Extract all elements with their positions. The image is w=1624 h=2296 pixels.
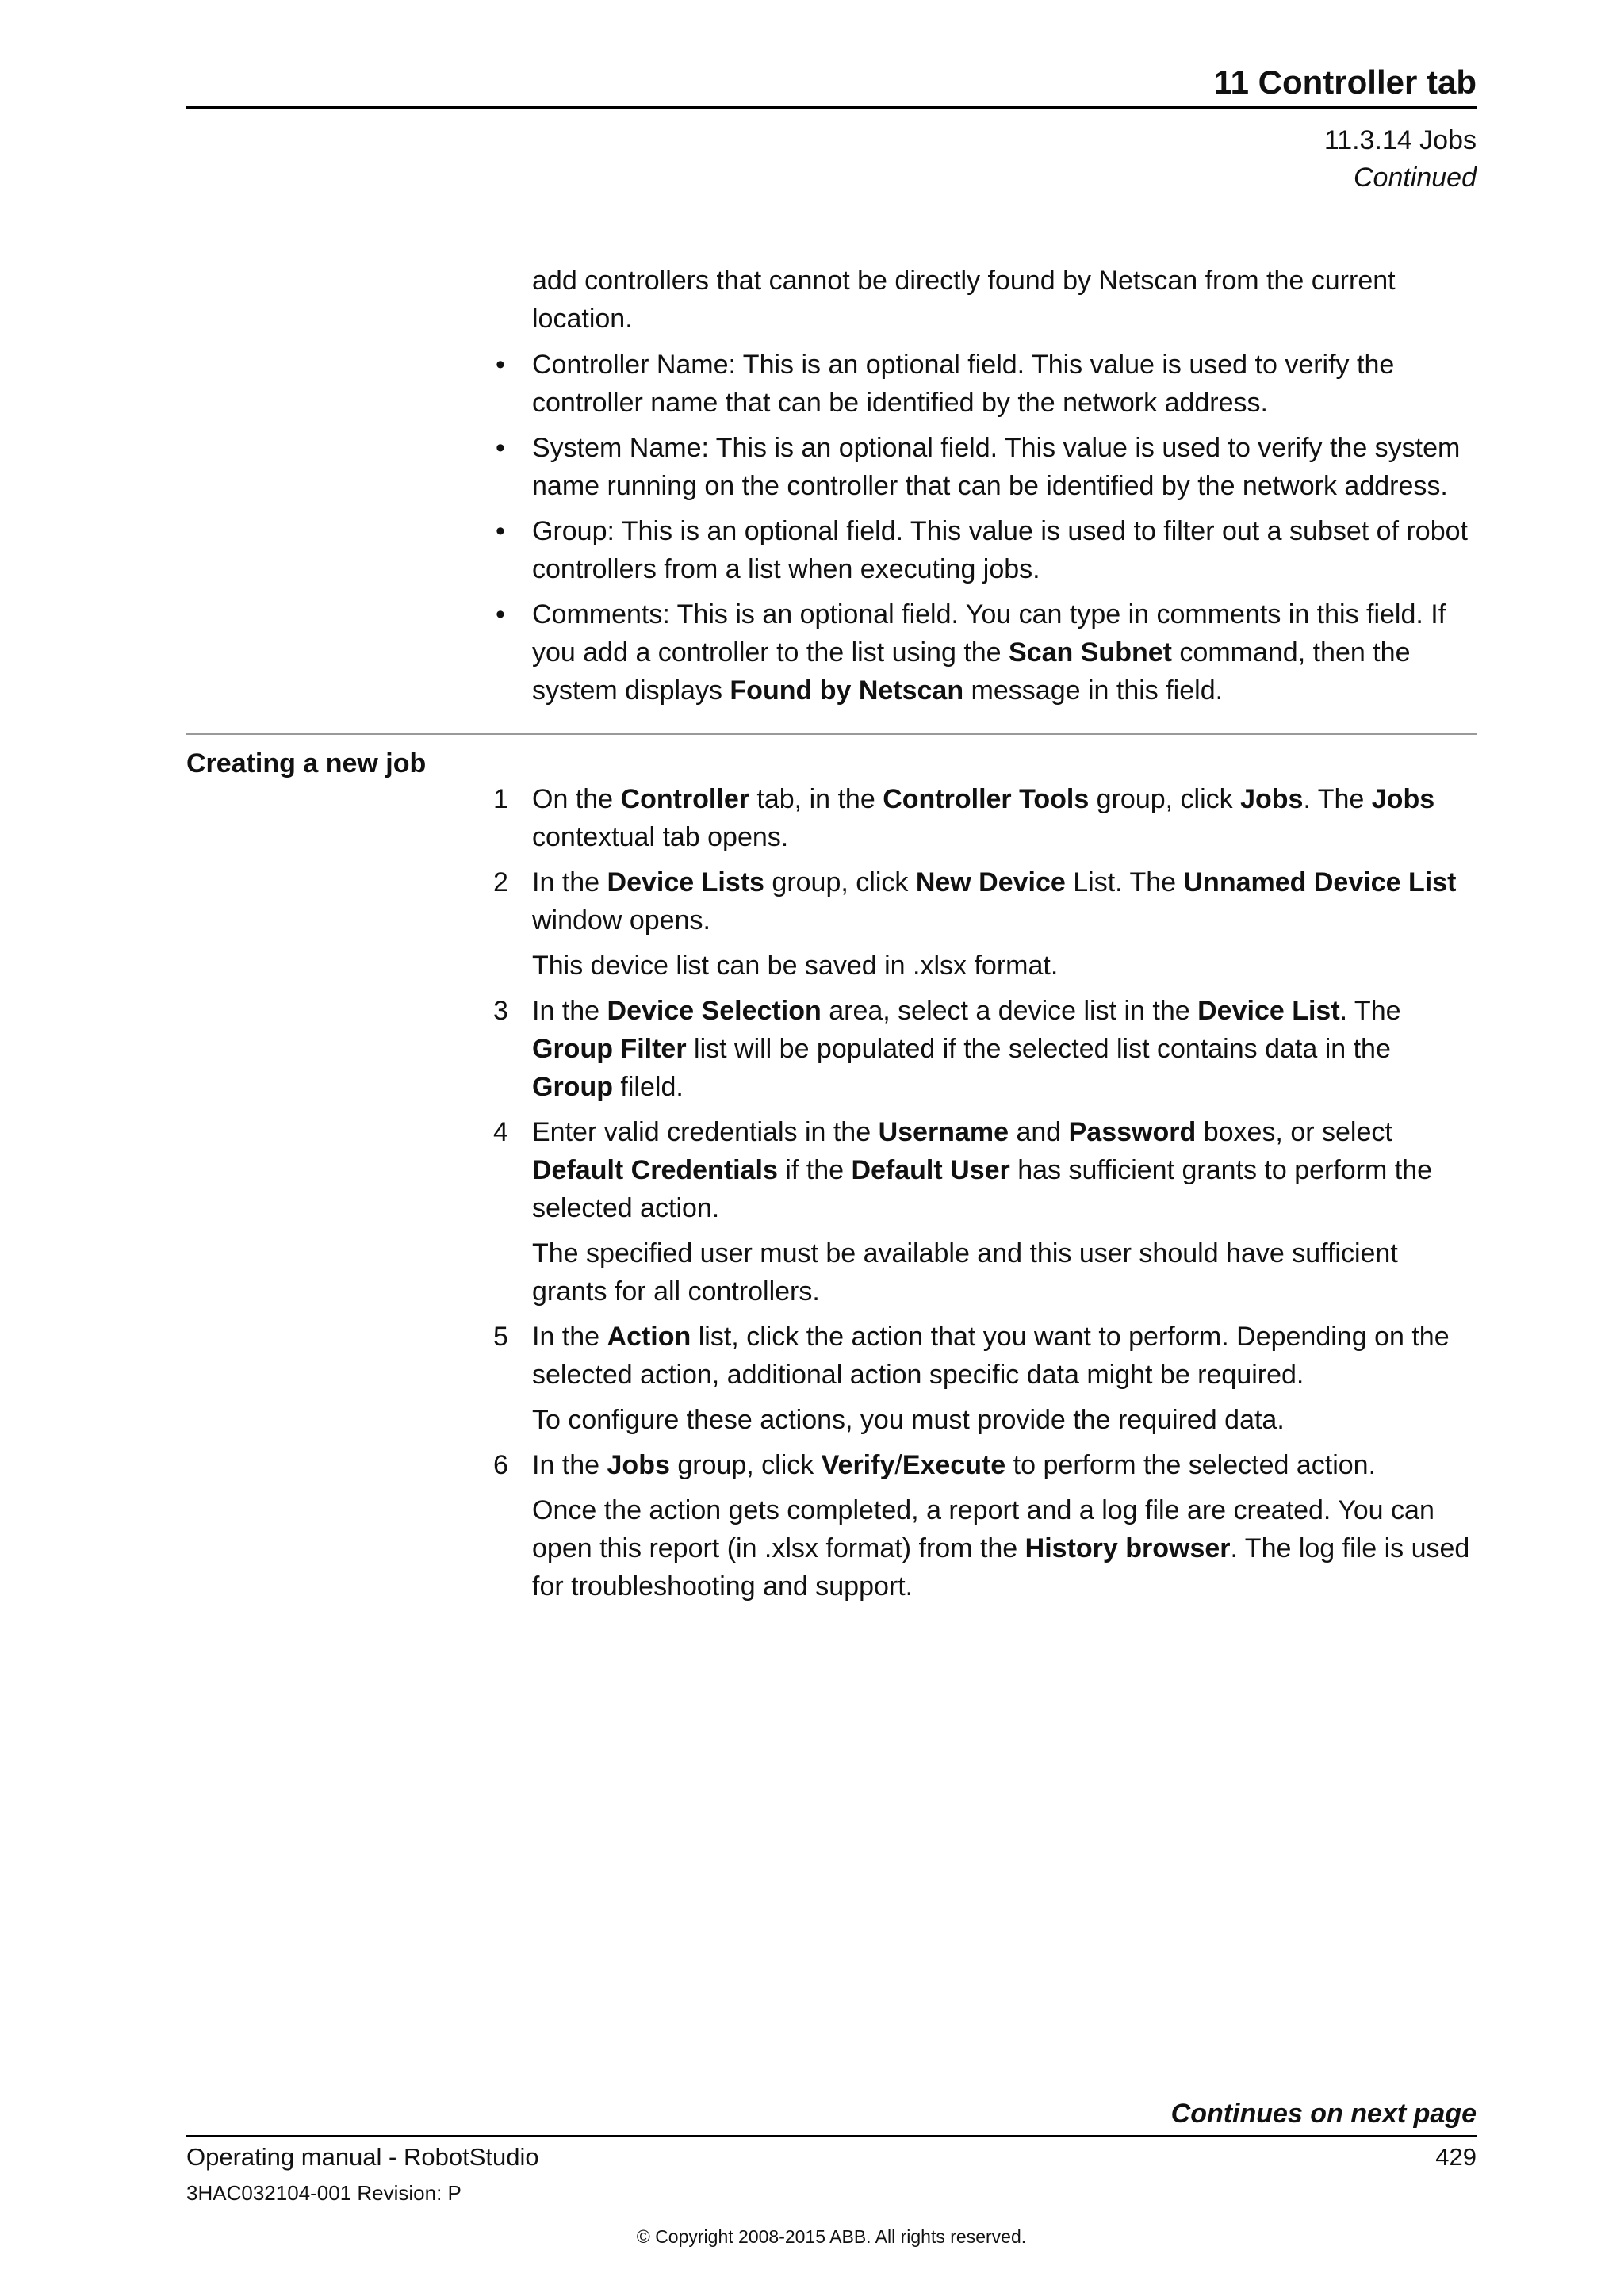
- step-instruction: [532, 992, 1477, 1106]
- step-instruction: [532, 1113, 1477, 1227]
- text-run: area, select a device list in the: [821, 996, 1198, 1026]
- procedure-step: [493, 992, 1477, 1106]
- text-run: window opens.: [532, 905, 710, 936]
- ui-term: Group Filter: [532, 1034, 687, 1064]
- text-run: Enter valid credentials in the: [532, 1117, 879, 1147]
- text-run: System Name: This is an optional field. This value is used to verify the system name running on the controller that can be identified by the network address.: [532, 433, 1461, 501]
- step-number: 2: [493, 867, 508, 897]
- text-run: group, click: [669, 1450, 822, 1480]
- ui-term: Controller Tools: [883, 784, 1090, 814]
- step-number: 6: [493, 1450, 508, 1480]
- ui-term: Verify: [821, 1450, 895, 1480]
- text-run: In the: [532, 996, 607, 1026]
- text-run: group, click: [1089, 784, 1241, 814]
- field-bullet-list: [496, 346, 1477, 710]
- procedure-step: [493, 1113, 1477, 1311]
- text-run: tab, in the: [749, 784, 883, 814]
- text-run: message in this field.: [963, 675, 1224, 706]
- text-run: The specified user must be available and this user should have sufficient grants for all controllers.: [532, 1238, 1398, 1307]
- field-bullet-item: [496, 595, 1477, 710]
- step-instruction: [532, 780, 1477, 856]
- ui-term: Default User: [851, 1155, 1010, 1185]
- text-run: boxes, or select: [1196, 1117, 1392, 1147]
- section-heading: Creating a new job: [186, 748, 427, 779]
- text-run: List. The: [1065, 867, 1184, 897]
- steps-area: [493, 744, 1477, 1613]
- footer-row: [186, 2141, 1477, 2173]
- bullet-marker: •: [496, 433, 505, 463]
- ui-term: Jobs: [607, 1450, 670, 1480]
- procedure-step: [493, 1318, 1477, 1439]
- text-run: In the: [532, 1450, 607, 1480]
- text-run: Comments: This is an optional field. You can type in comments in this field. If you add a controller to the list using the: [532, 599, 1446, 668]
- step-number: 5: [493, 1322, 508, 1352]
- text-run: This device list can be saved in .xlsx format.: [532, 951, 1059, 981]
- text-run: . The log file is used for troubleshooting and support.: [532, 1533, 1470, 1601]
- bullet-marker: •: [496, 599, 505, 629]
- procedure-step: [493, 780, 1477, 856]
- page-number: 429: [1435, 2143, 1477, 2171]
- step-instruction: [532, 863, 1477, 939]
- text-run: In the: [532, 1322, 607, 1352]
- procedure-steps: [493, 780, 1477, 1605]
- step-note: [532, 1401, 1477, 1439]
- creating-job-section: [186, 744, 1477, 1613]
- procedure-step: [493, 1446, 1477, 1605]
- text-run: . The: [1303, 784, 1372, 814]
- field-bullet-item: [496, 512, 1477, 588]
- page-footer: [186, 2095, 1477, 2248]
- step-instruction: [532, 1446, 1477, 1484]
- step-note: [532, 1234, 1477, 1311]
- ui-term: Unnamed Device List: [1183, 867, 1457, 897]
- ui-term: Scan Subnet: [1009, 637, 1172, 668]
- text-run: Controller Name: This is an optional field. This value is used to verify the controller name that can be identified by the network address.: [532, 350, 1395, 418]
- copyright-notice: © Copyright 2008-2015 ABB. All rights reserved.: [636, 2226, 1027, 2247]
- step-number: 1: [493, 784, 508, 814]
- text-run: has sufficient grants to perform the selected action.: [532, 1155, 1433, 1223]
- text-run: To configure these actions, you must provide the required data.: [532, 1405, 1285, 1435]
- field-bullet-item: [496, 346, 1477, 422]
- manual-title: Operating manual - RobotStudio: [186, 2143, 539, 2171]
- field-description-block: [496, 262, 1477, 710]
- step-note: [532, 1491, 1477, 1605]
- text-run: . The: [1339, 996, 1401, 1026]
- text-run: In the: [532, 867, 607, 897]
- text-run: fileld.: [612, 1072, 684, 1102]
- section-divider: [186, 733, 1477, 735]
- text-run: Group: This is an optional field. This value is used to filter out a subset of robot controllers from a list when executing jobs.: [532, 516, 1468, 584]
- continues-next-page: Continues on next page: [1170, 2099, 1477, 2129]
- ui-term: Jobs: [1371, 784, 1435, 814]
- ui-term: Username: [878, 1117, 1009, 1147]
- text-run: if the: [777, 1155, 852, 1185]
- section-reference: 11.3.14 Jobs: [1323, 125, 1477, 155]
- step-number: 3: [493, 996, 508, 1026]
- step-note: [532, 947, 1477, 985]
- ui-term: Device Selection: [607, 996, 822, 1026]
- text-run: Once the action gets completed, a report and a log file are created. You can open this report (in .xlsx format) from the: [532, 1495, 1434, 1563]
- page-header: [186, 63, 1477, 196]
- document-id: 3HAC032104-001 Revision: P: [186, 2181, 462, 2205]
- ui-term: Controller: [620, 784, 749, 814]
- field-bullet-item: [496, 429, 1477, 505]
- ui-term: Found by Netscan: [730, 675, 964, 706]
- step-number: 4: [493, 1117, 508, 1147]
- continued-label: Continued: [1353, 163, 1477, 193]
- procedure-step: [493, 863, 1477, 985]
- text-run: and: [1009, 1117, 1069, 1147]
- ui-term: New Device: [915, 867, 1066, 897]
- ui-term: Group: [532, 1072, 613, 1102]
- bullet-marker: •: [496, 516, 505, 546]
- text-run: command, then the system displays: [532, 637, 1411, 706]
- ui-term: Default Credentials: [532, 1155, 778, 1185]
- bullet-marker: •: [496, 350, 505, 380]
- footer-rule: [186, 2135, 1477, 2137]
- ui-term: Password: [1068, 1117, 1197, 1147]
- ui-term: Jobs: [1240, 784, 1304, 814]
- ui-term: Device Lists: [607, 867, 764, 897]
- text-run: list, click the action that you want to perform. Depending on the selected action, additional action specific data might be required.: [532, 1322, 1450, 1390]
- text-run: group, click: [764, 867, 916, 897]
- intro-paragraph: add controllers that cannot be directly found by Netscan from the current location.: [532, 266, 1396, 334]
- text-run: On the: [532, 784, 621, 814]
- text-run: contextual tab opens.: [532, 822, 789, 852]
- text-run: /: [894, 1450, 902, 1480]
- ui-term: History browser: [1025, 1533, 1231, 1563]
- text-run: to perform the selected action.: [1005, 1450, 1377, 1480]
- ui-term: Execute: [902, 1450, 1006, 1480]
- page-content: [186, 262, 1477, 1613]
- step-instruction: [532, 1318, 1477, 1394]
- chapter-title: 11 Controller tab: [186, 63, 1477, 109]
- text-run: list will be populated if the selected list contains data in the: [686, 1034, 1391, 1064]
- ui-term: Action: [607, 1322, 691, 1352]
- ui-term: Device List: [1197, 996, 1340, 1026]
